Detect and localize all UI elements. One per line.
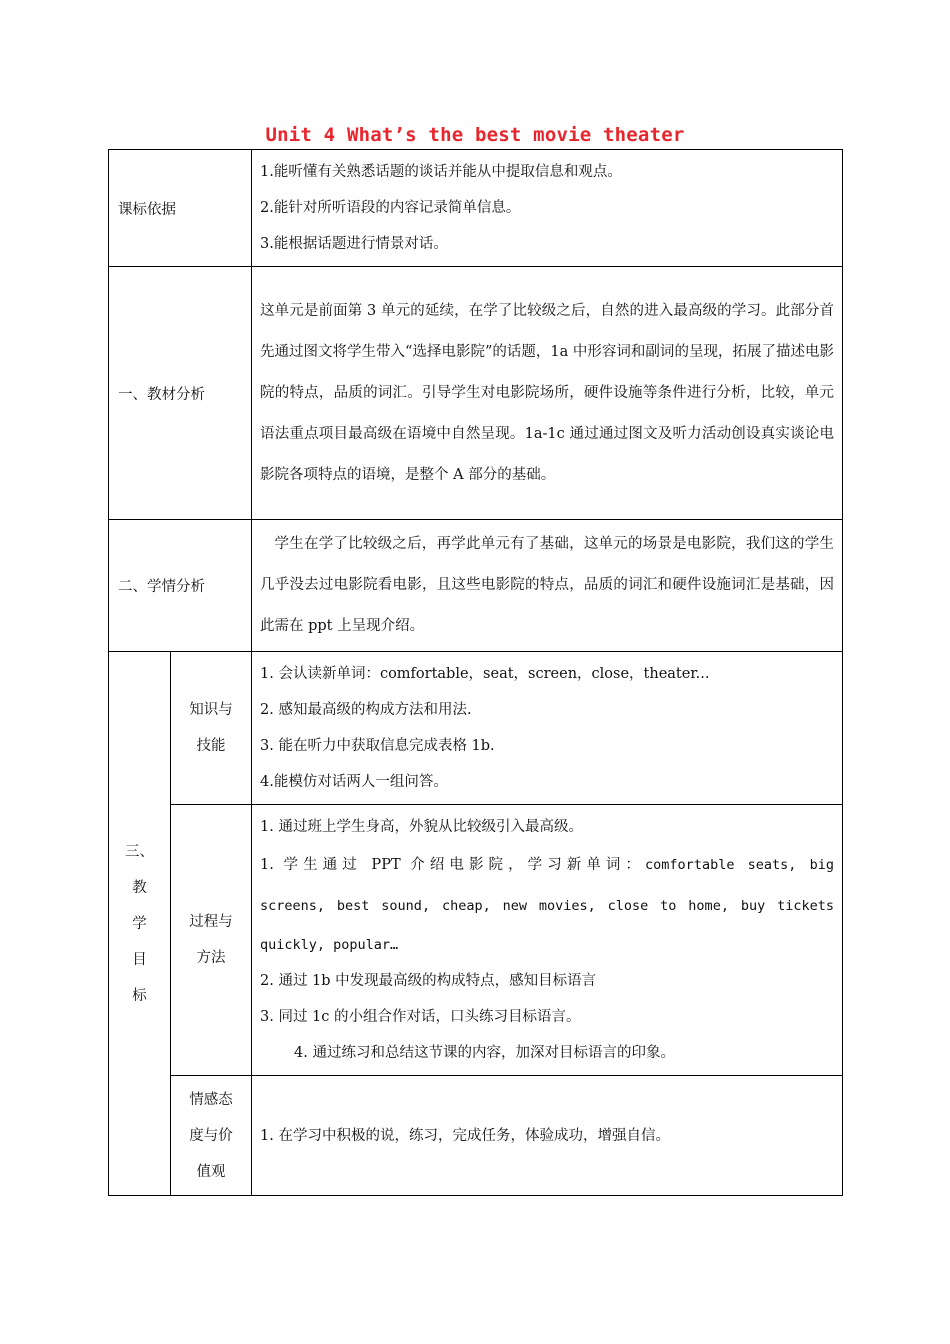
- attitude-label-line-1: 情感态: [189, 1091, 233, 1108]
- goals-label-line-1: 三、: [125, 843, 154, 860]
- process-item-3: 2. 通过 1b 中发现最高级的构成特点，感知目标语言: [260, 973, 597, 989]
- document-title: Unit 4 What’s the best movie theater: [265, 124, 685, 146]
- process-item-2-line-3: quickly, popular…: [260, 937, 399, 953]
- row-knowledge: [109, 652, 843, 805]
- knowledge-label-line-1: 知识与: [189, 702, 233, 718]
- attitude-label-line-2: 度与价: [189, 1127, 233, 1144]
- lesson-plan-table: [108, 149, 843, 1196]
- process-item-2-line-1: [260, 845, 834, 886]
- material-content: [252, 267, 843, 520]
- goals-label-line-3: 学: [132, 915, 147, 932]
- knowledge-item-2: 2. 感知最高级的构成方法和用法.: [260, 702, 472, 718]
- basis-label: 课标依据: [109, 150, 252, 267]
- process-item-4: 3. 同过 1c 的小组合作对话，口头练习目标语言。: [260, 1009, 581, 1025]
- process-item-1: 1. 通过班上学生身高，外貌从比较级引入最高级。: [260, 819, 583, 835]
- students-label: 二、学情分析: [109, 520, 252, 652]
- process-content: [252, 805, 843, 1076]
- students-content: [252, 520, 843, 652]
- basis-content: [252, 150, 843, 267]
- process-item-2-a: 1. 学生通过 PPT 介绍电影院，学习新单词：: [260, 857, 646, 873]
- goals-label: [109, 652, 171, 1196]
- attitude-label-line-3: 值观: [196, 1163, 226, 1180]
- knowledge-content: [252, 652, 843, 805]
- material-text: 这单元是前面第 3 单元的延续，在学了比较级之后，自然的进入最高级的学习。此部分首先通过图文将学生带入“选择电影院”的话题，1a 中形容词和副词的呈现，拓展了描述电影院的特点，品质的词汇。引导学生对电影院场所，硬件设施等条件进行分析，比较，单元语法重点项目最高级在语境中自然呈现。1a-1c 通过通过图文及听力活动创设真实谈论电影院各项特点的语境，是整个 A 部分的基础。: [260, 302, 834, 483]
- attitude-label: [171, 1076, 252, 1196]
- goals-label-line-2: 教: [132, 879, 147, 896]
- basis-item-2: 2.能针对所听语段的内容记录简单信息。: [260, 200, 521, 216]
- students-text: 学生在学了比较级之后，再学此单元有了基础，这单元的场景是电影院，我们这的学生几乎没去过电影院看电影，且这些电影院的特点，品质的词汇和硬件设施词汇是基础，因此需在 ppt 上呈现介绍。: [260, 536, 834, 634]
- process-item-2-line-2: screens, best sound, cheap, new movies, close to home, buy tickets: [260, 898, 834, 914]
- goals-label-line-4: 目: [132, 951, 147, 968]
- knowledge-item-3: 3. 能在听力中获取信息完成表格 1b.: [260, 738, 495, 754]
- row-material: [109, 267, 843, 520]
- row-basis: [109, 150, 843, 267]
- process-label-line-1: 过程与: [189, 914, 233, 930]
- process-label-line-2: 方法: [196, 950, 226, 966]
- material-label: 一、教材分析: [109, 267, 252, 520]
- row-attitude: [109, 1076, 843, 1196]
- row-students: [109, 520, 843, 652]
- process-item-5: 4. 通过练习和总结这节课的内容，加深对目标语言的印象。: [294, 1045, 675, 1061]
- row-process: [109, 805, 843, 1076]
- knowledge-item-1: 1. 会认读新单词：comfortable，seat，screen，close，theater...: [260, 666, 710, 682]
- process-item-2-b: comfortable seats, big: [645, 857, 834, 873]
- process-label: [171, 805, 252, 1076]
- knowledge-item-4: 4.能模仿对话两人一组问答。: [260, 774, 448, 790]
- goals-label-line-5: 标: [132, 987, 147, 1004]
- knowledge-label: [171, 652, 252, 805]
- basis-item-3: 3.能根据话题进行情景对话。: [260, 236, 448, 252]
- attitude-item-1: 1. 在学习中积极的说，练习，完成任务，体验成功，增强自信。: [260, 1127, 670, 1144]
- basis-item-1: 1.能听懂有关熟悉话题的谈话并能从中提取信息和观点。: [260, 164, 622, 180]
- knowledge-label-line-2: 技能: [196, 738, 226, 754]
- attitude-content: [252, 1076, 843, 1196]
